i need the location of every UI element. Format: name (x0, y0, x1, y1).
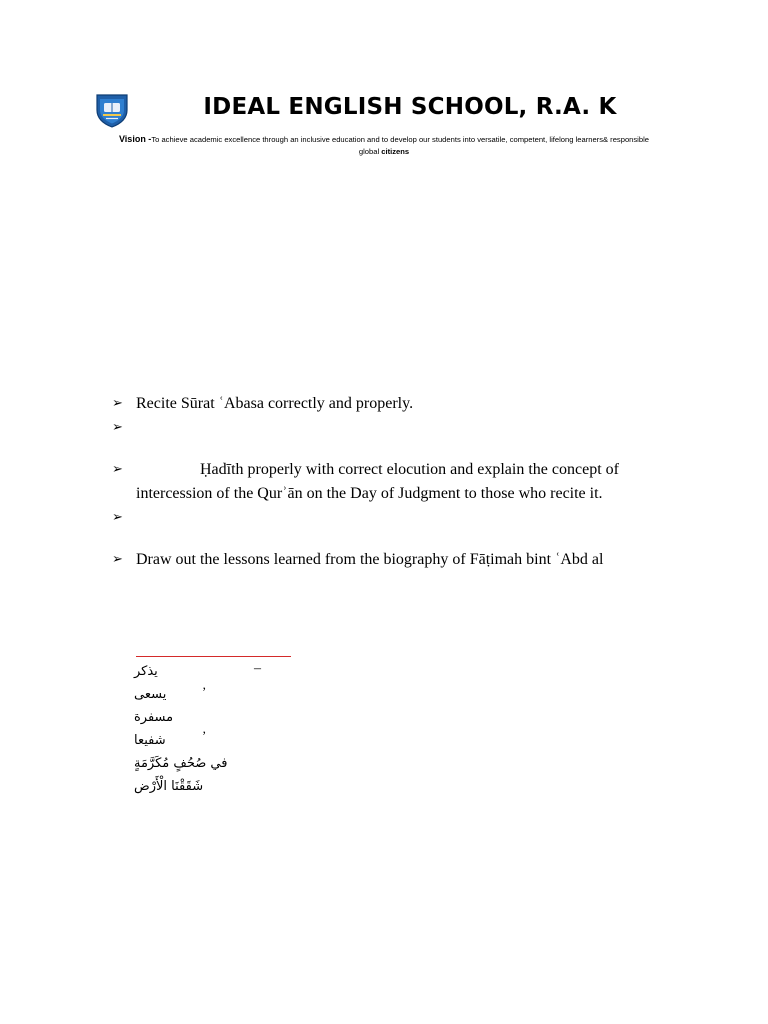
vision-text-bold: citizens (381, 147, 410, 156)
arabic-word: مسفرة (134, 710, 174, 725)
arrow-bullet-icon: ➢ (112, 510, 123, 525)
arabic-word: شفيعا (134, 733, 166, 748)
arrow-bullet-icon: ➢ (112, 462, 123, 477)
vocabulary-dash: – (254, 661, 261, 676)
arrow-bullet-icon: ➢ (112, 552, 123, 567)
vision-text-line2: global (358, 147, 382, 156)
arrow-bullet-icon: ➢ (112, 420, 123, 435)
objective-text: Ḥadīth properly with correct elocution and explain the concept of (200, 461, 619, 478)
school-crest-icon (94, 92, 130, 128)
arabic-word: شَقَقْنَا الْأَرْض (134, 779, 204, 794)
objective-text: Recite Sūrat ʿAbasa correctly and properly. (136, 395, 414, 412)
vision-label: Vision - (118, 134, 152, 144)
list-item (112, 416, 672, 440)
arabic-word: في صُحُفٍ مُكَرَّمَةٍ (134, 756, 228, 771)
arabic-word: يذكر (134, 664, 158, 679)
vocabulary-heading-underline (136, 656, 291, 657)
objective-text-continued: intercession of the Qurʾān on the Day of Judgment to those who recite it. (136, 485, 603, 502)
vision-text: To achieve academic excellence through an inclusive education and to develop our students into versatile, competent, lifelong learners& responsible (151, 135, 650, 144)
arabic-word: يسعى (134, 687, 167, 702)
arrow-bullet-icon: ➢ (112, 396, 123, 411)
school-name: IDEAL ENGLISH SCHOOL, R.A. K (203, 94, 617, 120)
list-item (112, 506, 672, 530)
list-item (112, 458, 672, 506)
list-item (112, 548, 672, 572)
list-item (112, 392, 672, 416)
vocabulary-word-list (134, 660, 227, 798)
vision-statement (98, 133, 670, 158)
vocabulary-comma: ’ (202, 728, 207, 743)
objective-text: Draw out the lessons learned from the biography of Fāṭimah bint ʿAbd al (136, 551, 604, 568)
vocabulary-comma: ’ (202, 684, 207, 699)
learning-objectives-list (112, 392, 672, 572)
